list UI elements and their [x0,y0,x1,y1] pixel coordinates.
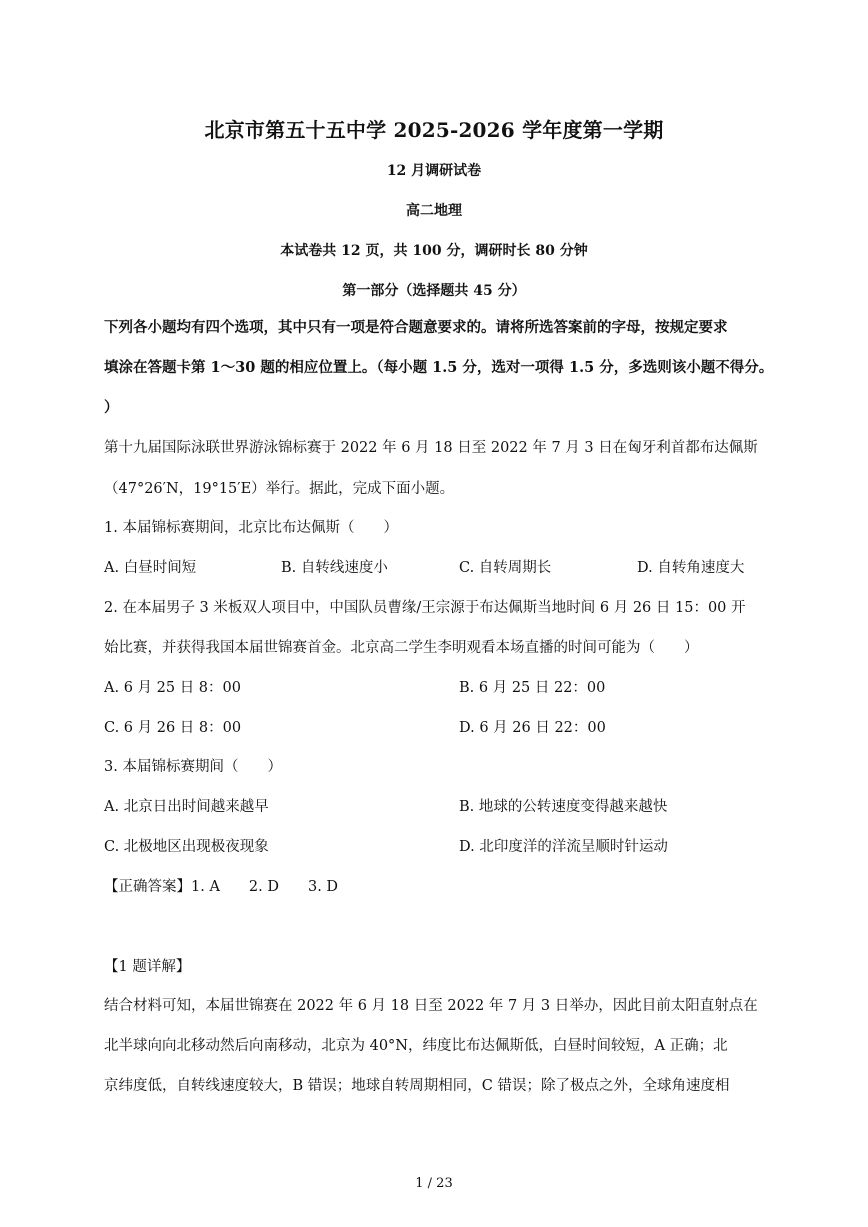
question-stem: 始比赛，并获得我国本届世锦赛首金。北京高二学生李明观看本场直播的时间可能为（ ） [104,640,699,656]
question-stem: 1. 本届锦标赛期间，北京比布达佩斯（ ） [104,520,398,536]
explanation-line: 结合材料可知，本届世锦赛在 2022 年 6 月 18 日至 2022 年 7 月 3 日举办，因此目前太阳直射点在 [104,998,758,1014]
material-line: 第十九届国际泳联世界游泳锦标赛于 2022 年 6 月 18 日至 2022 年 7 月 3 日在匈牙利首都布达佩斯 [104,440,758,456]
option-a: A. 6 月 25 日 8：00 [104,680,241,696]
option-a: A. 北京日出时间越来越早 [104,799,269,815]
exam-name: 12 月调研试卷 [386,163,482,179]
instruction-line: 下列各小题均有四个选项，其中只有一项是符合题意要求的。请将所选答案前的字母，按规定要求 [104,319,728,336]
option-b: B. 6 月 25 日 22：00 [459,680,606,696]
option-c: C. 北极地区出现极夜现象 [104,839,269,855]
exam-info: 本试卷共 12 页，共 100 分，调研时长 80 分钟 [280,243,588,259]
document-title: 北京市第五十五中学 2025-2026 学年度第一学期 [204,118,664,142]
material-line: （47°26′N，19°15′E）举行。据此，完成下面小题。 [104,481,455,497]
option-d: D. 自转角速度大 [637,560,745,576]
option-b: B. 地球的公转速度变得越来越快 [459,799,668,815]
instruction-line: ） [104,399,119,416]
instruction-line: 填涂在答题卡第 1～30 题的相应位置上。（每小题 1.5 分，选对一项得 1.5 分，多选则该小题不得分。 [104,359,774,376]
question-stem: 2. 在本届男子 3 米板双人项目中，中国队员曹缘/王宗源于布达佩斯当地时间 6 月 26 日 15：00 开 [104,600,746,616]
option-d: D. 北印度洋的洋流呈顺时针运动 [459,839,668,855]
option-c: C. 6 月 26 日 8：00 [104,720,242,736]
explanation-line: 北半球向向北移动然后向南移动，北京为 40°N，纬度比布达佩斯低，白昼时间较短，A 正确；北 [104,1038,728,1054]
option-d: D. 6 月 26 日 22：00 [459,720,606,736]
option-a: A. 白昼时间短 [104,560,197,576]
option-c: C. 自转周期长 [459,560,552,576]
page-number: 1 / 23 [415,1176,453,1191]
part-heading: 第一部分（选择题共 45 分） [342,283,526,299]
explanation-line: 京纬度低，自转线速度较大，B 错误；地球自转周期相同，C 错误；除了极点之外，全球角速度相 [104,1078,730,1094]
answer-key: 【正确答案】1. A 2. D 3. D [104,879,339,895]
explanation-heading: 【1 题详解】 [104,959,191,975]
option-b: B. 自转线速度小 [281,560,388,576]
question-stem: 3. 本届锦标赛期间（ ） [104,759,282,775]
subject: 高二地理 [406,203,462,219]
